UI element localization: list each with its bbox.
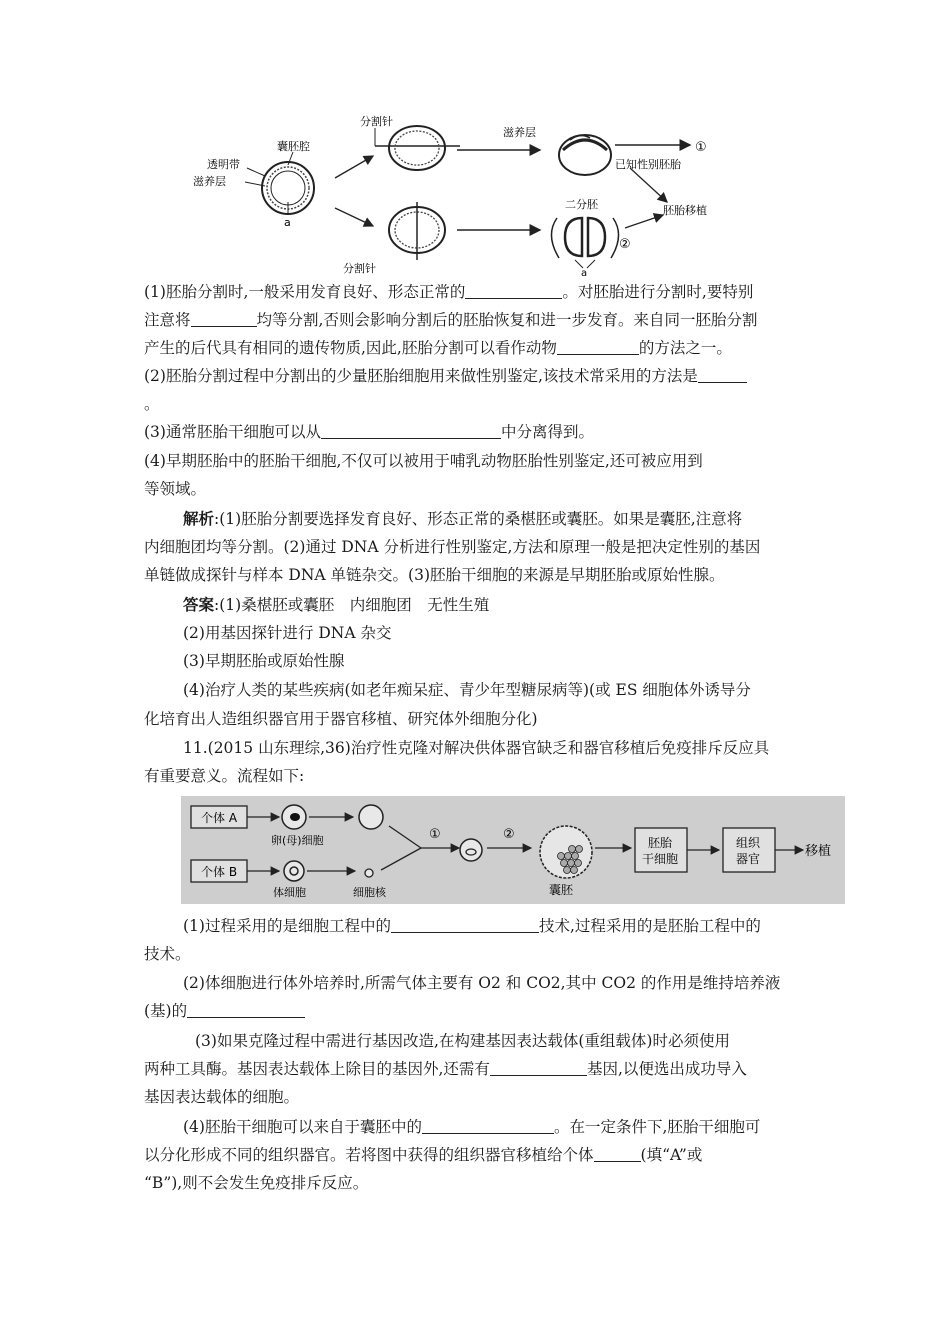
twin-embryos: [551, 218, 618, 268]
blank-8[interactable]: [490, 1059, 587, 1076]
cloning-flow-diagram: [181, 796, 845, 904]
label-a2: a: [581, 268, 588, 279]
q10-part4-line1: (4)早期胚胎中的胚胎干细胞,不仅可以被用于哺乳动物胚胎性别鉴定,还可被应用到: [144, 452, 703, 470]
half-embryo-known-sex: [559, 135, 611, 175]
q11-part2-line2: (基)的: [144, 1000, 305, 1022]
blank-2[interactable]: [191, 310, 257, 327]
label-trophoblast: 滋养层: [193, 175, 226, 188]
q11-intro-line1: 11.(2015 山东理综,36)治疗性克隆对解决供体器官缺乏和器官移植后免疫排斥反应具: [183, 739, 770, 757]
label-needle-top: 分割针: [360, 115, 393, 128]
blank-6[interactable]: [391, 916, 539, 933]
blastocyst: [540, 826, 592, 878]
label-blastocyst: 囊胚: [549, 883, 574, 897]
label-organ-1: 组织: [736, 836, 761, 850]
answer-line3: (3)早期胚胎或原始性腺: [183, 652, 345, 670]
q11-part4-line1: (4)胚胎干细胞可以来自于囊胚中的 。在一定条件下,胚胎干细胞可: [183, 1118, 761, 1136]
q11-part3-line3: 基因表达载体的细胞。: [144, 1088, 300, 1106]
blank-3[interactable]: [557, 338, 639, 355]
label-esc-2: 干细胞: [642, 852, 679, 866]
blastocyst-top: [389, 126, 445, 170]
label-known-sex: 已知性别胚胎: [615, 158, 681, 171]
jiexi-line1: 解析:(1)胚胎分割要选择发育良好、形态正常的桑椹胚或囊胚。如果是囊胚,注意将: [183, 510, 743, 528]
label-individual-a: 个体 A: [201, 811, 238, 825]
label-needle-bottom: 分割针: [343, 262, 376, 275]
label-egg: 卵(母)细胞: [271, 834, 324, 847]
q11-part4-line2: 以分化形成不同的组织器官。若将图中获得的组织器官移植给个体 (填“A”或: [144, 1146, 703, 1164]
q11-intro-line2: 有重要意义。流程如下:: [144, 767, 305, 785]
reconstructed-cell: [460, 839, 482, 861]
q11-part3-line1: (3)如果克隆过程中需进行基因改造,在构建基因表达载体(重组载体)时必须使用: [195, 1032, 730, 1050]
label-transplant: 移植: [805, 844, 832, 859]
answer-line2: (2)用基因探针进行 DNA 杂交: [183, 624, 392, 642]
q10-part2-line1: (2)胚胎分割过程中分割出的少量胚胎细胞用来做性别鉴定,该技术常采用的方法是: [144, 365, 747, 387]
blank-7[interactable]: [187, 1001, 305, 1018]
q10-part4-line2: 等领域。: [144, 480, 207, 498]
label-cavity: 囊胚腔: [277, 140, 310, 153]
label-nucleus: 细胞核: [353, 886, 386, 899]
label-twin: 二分胚: [565, 198, 598, 211]
embryo-splitting-diagram: [185, 110, 745, 280]
label-somatic: 体细胞: [273, 886, 306, 899]
label-organ-2: 器官: [736, 852, 761, 866]
blank-4[interactable]: [698, 366, 747, 383]
label-trophoblast-right: 滋养层: [503, 126, 536, 139]
label-n1: ①: [695, 140, 707, 155]
label-zona: 透明带: [207, 158, 240, 171]
q11-part3-line2: 两种工具酶。基因表达载体上除目的基因外,还需有 基因,以便选出成功导入: [144, 1060, 747, 1078]
somatic-cell: [284, 861, 304, 881]
q11-part1-line2: 技术。: [144, 945, 191, 963]
jiexi-line2: 内细胞团均等分割。(2)通过 DNA 分析进行性别鉴定,方法和原理一般是把决定性别的基因: [144, 538, 761, 556]
q10-part1-line3: 产生的后代具有相同的遗传物质,因此,胚胎分割可以看作动物 的方法之一。: [144, 339, 732, 357]
label-individual-b: 个体 B: [201, 865, 238, 879]
q10-part2-line2: 。: [144, 395, 160, 413]
label-step1: ①: [429, 827, 441, 842]
blastocyst-bottom: [389, 202, 445, 260]
jiexi-line3: 单链做成探针与样本 DNA 单链杂交。(3)胚胎干细胞的来源是早期胚胎或原始性腺。: [144, 566, 725, 584]
blank-10[interactable]: [594, 1145, 641, 1162]
blank-9[interactable]: [422, 1117, 554, 1134]
answer-line5: 化培育出人造组织器官用于器官移植、研究体外细胞分化): [144, 710, 538, 728]
q11-part1-line1: (1)过程采用的是细胞工程中的 技术,过程采用的是胚胎工程中的: [183, 917, 761, 935]
label-step2: ②: [503, 827, 515, 842]
label-esc-1: 胚胎: [648, 836, 673, 850]
answer-line1: 答案:(1)桑椹胚或囊胚 内细胞团 无性生殖: [183, 596, 490, 614]
enucleated-egg: [359, 805, 383, 829]
q11-part2-line1: (2)体细胞进行体外培养时,所需气体主要有 O2 和 CO2,其中 CO2 的作用是维持培养液: [183, 974, 781, 992]
label-transfer: 胚胎移植: [663, 204, 707, 217]
blank-5[interactable]: [321, 422, 501, 439]
q10-part1-line1: (1)胚胎分割时,一般采用发育良好、形态正常的 。对胚胎进行分割时,要特别: [144, 283, 754, 301]
q11-part4-line3: “B”),则不会发生免疫排斥反应。: [144, 1174, 369, 1192]
nucleus: [365, 869, 373, 877]
label-n2: ②: [619, 237, 631, 252]
blank-1[interactable]: [465, 282, 562, 299]
q10-part1-line2: 注意将 均等分割,否则会影响分割后的胚胎恢复和进一步发育。来自同一胚胎分割: [144, 311, 758, 329]
q10-part3: (3)通常胚胎干细胞可以从 中分离得到。: [144, 423, 594, 441]
label-a: a: [284, 216, 291, 229]
answer-line4: (4)治疗人类的某些疾病(如老年痴呆症、青少年型糖尿病等)(或 ES 细胞体外诱导分: [183, 681, 751, 699]
